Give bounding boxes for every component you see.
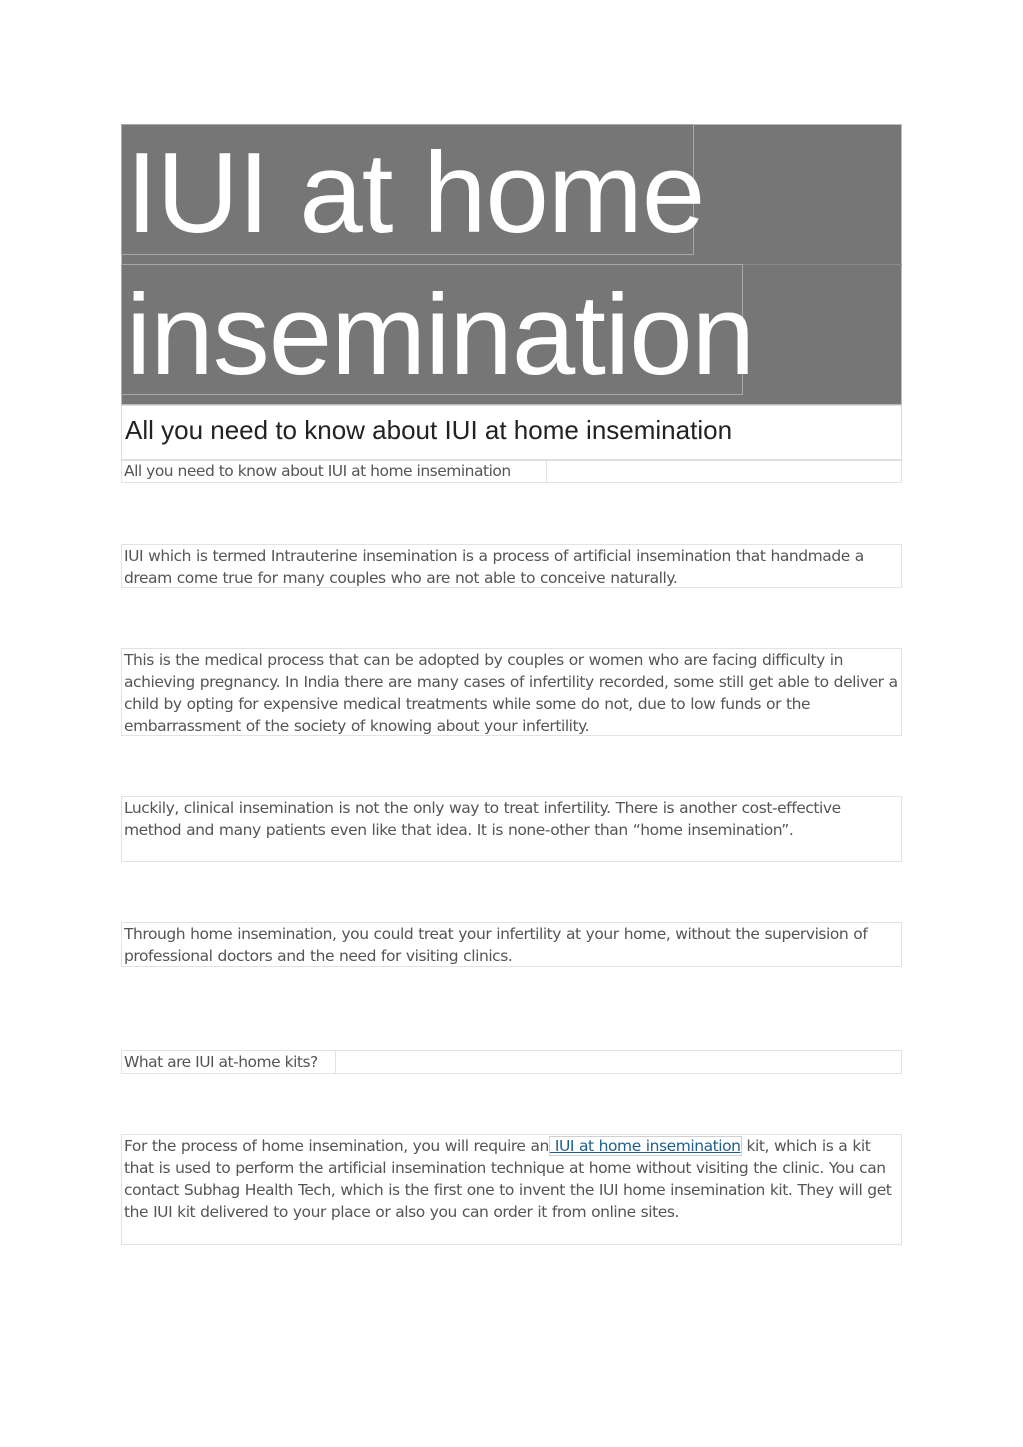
paragraph-kits-text-start: For the process of home insemination, you will require an <box>124 1137 549 1155</box>
iui-kit-link[interactable]: IUI at home insemination <box>549 1137 741 1155</box>
page-subtitle: All you need to know about IUI at home insemination <box>121 405 902 460</box>
paragraph-cost-effective: Luckily, clinical insemination is not the only way to treat infertility. There is another cost-effective method and many patients even like that idea. It is none-other than “home insemination”. <box>121 796 902 862</box>
paragraph-medical-process: This is the medical process that can be adopted by couples or women who are facing difficulty in achieving pregnancy. In India there are many cases of infertility recorded, some still get able to deliver a child by opting for expensive medical treatments while some do not, due to low funds or the embarrassment of the society of knowing about your infertility. <box>121 648 902 736</box>
section-heading-box-kits <box>121 1050 902 1074</box>
section-heading-box <box>121 460 902 483</box>
page-title-line-2: insemination <box>121 264 743 395</box>
paragraph-intro: IUI which is termed Intrauterine insemination is a process of artificial insemination that handmade a dream come true for many couples who are not able to conceive naturally. <box>121 544 902 588</box>
page-title-line-1: IUI at home <box>121 124 694 255</box>
paragraph-kits-text-end: kit, which is a kit that is used to perform the artificial insemination technique at home without visiting the clinic. You can contact Subhag Health Tech, which is the first one to invent the IUI home insemination kit. They will get the IUI kit delivered to your place or also you can order it from online sites. <box>124 1137 892 1221</box>
section-heading: All you need to know about IUI at home insemination <box>122 461 547 482</box>
paragraph-home-insemination: Through home insemination, you could treat your infertility at your home, without the supervision of professional doctors and the need for visiting clinics. <box>121 922 902 967</box>
section-heading-kits: What are IUI at-home kits? <box>122 1051 336 1073</box>
paragraph-kits <box>121 1134 902 1245</box>
